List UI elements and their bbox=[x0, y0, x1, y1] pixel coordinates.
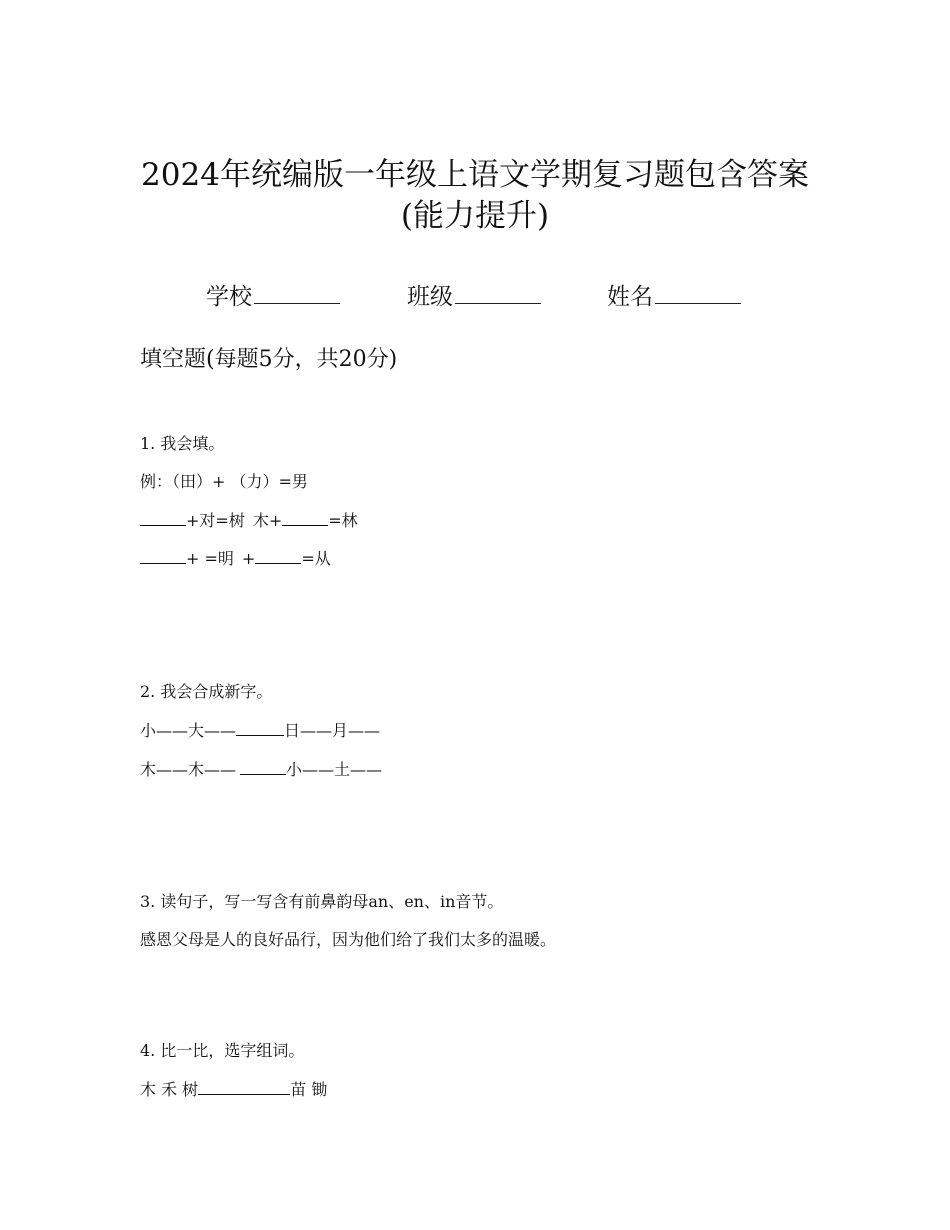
question-1-row-1-part-1: +对=树 bbox=[186, 511, 245, 530]
school-field bbox=[206, 278, 340, 311]
question-2-row-2-right: 小——土—— bbox=[286, 760, 383, 779]
question-2-row-1 bbox=[140, 719, 380, 742]
question-2-row-2-left: 木——木—— bbox=[140, 760, 237, 779]
question-4-title: 4. 比一比，选字组词。 bbox=[140, 1041, 305, 1060]
question-2-row-1-right: 日——月—— bbox=[284, 721, 381, 740]
answer-blank[interactable] bbox=[240, 758, 286, 775]
class-field bbox=[407, 278, 541, 311]
question-4-row-left: 木 禾 树 bbox=[140, 1080, 199, 1099]
answer-blank[interactable] bbox=[236, 719, 284, 736]
school-blank[interactable] bbox=[254, 283, 340, 304]
question-4-row bbox=[140, 1078, 327, 1101]
question-3-sentence: 感恩父母是人的良好品行，因为他们给了我们太多的温暖。 bbox=[140, 930, 557, 949]
name-field bbox=[607, 278, 741, 311]
answer-blank[interactable] bbox=[255, 547, 301, 564]
question-1-row-1-part-2: 木+ bbox=[252, 511, 283, 530]
document-title-line-2: (能力提升) bbox=[400, 198, 550, 234]
question-1-row-1 bbox=[140, 509, 358, 532]
question-1-row-2-part-2: + bbox=[241, 549, 256, 568]
class-label: 班级 bbox=[407, 284, 453, 310]
question-1-row-2-part-1: + =明 bbox=[186, 549, 234, 568]
answer-blank[interactable] bbox=[140, 509, 186, 526]
school-label: 学校 bbox=[206, 284, 252, 310]
question-4-row-right: 苗 锄 bbox=[290, 1080, 328, 1099]
question-1-title: 1. 我会填。 bbox=[140, 434, 225, 453]
question-1-row-2-part-3: =从 bbox=[301, 549, 331, 568]
section-heading: 填空题(每题5分，共20分) bbox=[140, 347, 398, 372]
student-info-row bbox=[0, 278, 950, 310]
class-blank[interactable] bbox=[455, 283, 541, 304]
question-1-row-2 bbox=[140, 547, 331, 570]
answer-blank[interactable] bbox=[282, 509, 328, 526]
answer-blank[interactable] bbox=[198, 1078, 290, 1095]
question-1-example: 例：（田）+ （力）=男 bbox=[140, 472, 308, 491]
question-3-title: 3. 读句子，写一写含有前鼻韵母an、en、in音节。 bbox=[140, 892, 504, 911]
name-blank[interactable] bbox=[655, 283, 741, 304]
question-2-row-2 bbox=[140, 758, 382, 781]
document-title-line-1: 2024年统编版一年级上语文学期复习题包含答案 bbox=[141, 157, 809, 193]
question-1-row-1-part-3: =林 bbox=[328, 511, 358, 530]
name-label: 姓名 bbox=[607, 284, 653, 310]
answer-blank[interactable] bbox=[140, 547, 186, 564]
question-2-title: 2. 我会合成新字。 bbox=[140, 682, 273, 701]
question-2-row-1-left: 小——大—— bbox=[140, 721, 237, 740]
